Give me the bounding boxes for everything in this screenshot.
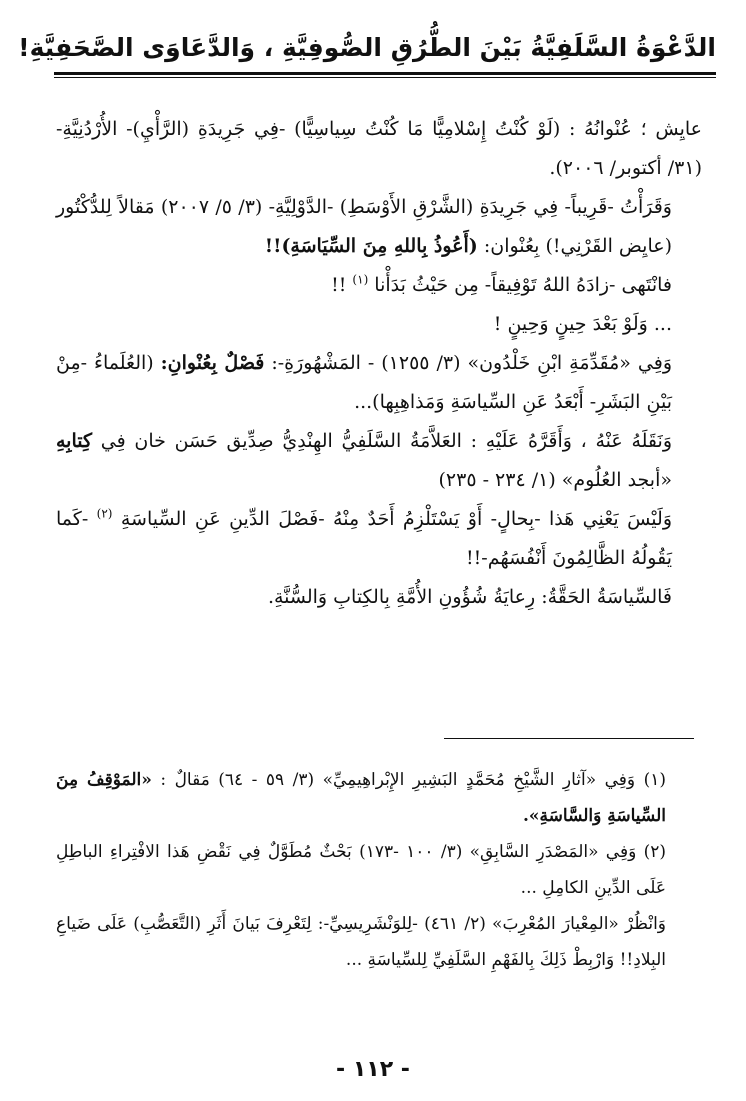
paragraph-3 bbox=[56, 266, 702, 305]
paragraph-6-text-end: «أبجد العُلُوم» (١/ ٢٣٤ - ٢٣٥) bbox=[438, 469, 672, 491]
header-title: الدَّعْوَةُ السَّلَفِيَّةُ بَيْنَ الطُّرُقِ الصُّوفِيَّةِ ، وَالدَّعَاوَى الصَّحَفِيَّةِ! bbox=[18, 33, 716, 62]
paragraph-3-text-end: !! bbox=[331, 274, 353, 296]
paragraph-3-text: فانْتَهى -زادَهُ اللهُ تَوْفِيقاً- مِن حَيْثُ بَدَأْنا bbox=[374, 274, 672, 296]
footnote-1-text: (١) وَفِي «آثارِ الشَّيْخِ مُحَمَّدٍ البَشِيرِ الإِبْراهِيمِيِّ» (٣/ ٥٩ - ٦٤) مَقالٌ : bbox=[151, 770, 666, 790]
header-rule-thin bbox=[54, 77, 716, 78]
footnote-ref-2: (٢) bbox=[96, 506, 113, 521]
paragraph-2 bbox=[56, 188, 702, 266]
footnotes bbox=[56, 762, 696, 978]
paragraph-6-bold-title: كِتابِهِ bbox=[56, 430, 93, 452]
paragraph-8 bbox=[56, 578, 702, 617]
footnote-3-text: وَانْظُرْ «المِعْيارَ المُعْرِبَ» (٢/ ٤٦١) -لِلوَنْشَرِيسِيِّ-: لِتَعْرِفَ بَيانَ أَثَرِ (التَّعَصُّبِ) عَلَى ضَياعِ البِلادِ!! وَارْبِطْ ذَلِكَ بِالفَهْمِ السَّلَفِيِّ لِلسِّياسَةِ ... bbox=[56, 914, 666, 970]
paragraph-7 bbox=[56, 500, 702, 578]
paragraph-1 bbox=[56, 110, 702, 188]
paragraph-7-text: وَلَيْسَ يَعْنِي هَذا -بِحالٍ- أَوْ يَسْتَلْزِمُ أَحَدٌ مِنْهُ -فَصْلَ الدِّينِ عَنِ السِّياسَةِ bbox=[120, 508, 672, 530]
page-number: - ١١٢ - bbox=[336, 1057, 410, 1082]
paragraph-2-text: وَقَرَأْتُ -قَرِيباً- فِي جَرِيدَةِ (الشَّرْقِ الأَوْسَطِ) -الدَّوْلِيَّةِ- (٣/ ٥/ ٢٠٠٧) مَقالاً لِلدُّكْتُور (عايِض القَرْنِي!) بِعُنْوان: bbox=[56, 196, 672, 257]
running-header bbox=[18, 30, 716, 74]
paragraph-7-text-end: -كَما يَقُولُهُ الظَّالِمُونَ أَنْفُسَهُم-!! bbox=[56, 508, 672, 569]
footnote-2 bbox=[56, 834, 696, 906]
paragraph-6-text: وَنَقَلَهُ عَنْهُ ، وَأَقَرَّهُ عَلَيْهِ : العَلاَّمَةُ السَّلَفِيُّ الهِنْدِيُّ صِدِّيق حَسَن خان فِي bbox=[92, 430, 672, 452]
paragraph-6 bbox=[56, 422, 702, 500]
footnote-3 bbox=[56, 906, 696, 978]
paragraph-1-text: عايِش ؛ عُنْوانُهُ : (لَوْ كُنْتُ إِسْلامِيًّا مَا كُنْتُ سِياسِيًّا) -فِي جَرِيدَةِ (الرَّأْيِ)- الأُرْدُنِيَّةِ- (٣١/ أكتوبر/ ٢٠٠٦). bbox=[56, 118, 702, 179]
paragraph-5-bold-title: فَصْلٌ بِعُنْوانِ: bbox=[160, 352, 265, 374]
paragraph-5 bbox=[56, 344, 702, 422]
paragraph-2-bold-title: (أَعُوذُ بِاللهِ مِنَ السِّيَاسَةِ)!! bbox=[264, 235, 478, 257]
paragraph-5-text: وَفِي «مُقَدِّمَةِ ابْنِ خَلْدُون» (٣/ ١٢٥٥) - المَشْهُورَةِ-: bbox=[264, 352, 672, 374]
paragraph-4 bbox=[56, 305, 702, 344]
footnote-1 bbox=[56, 762, 696, 834]
footnote-ref-1: (١) bbox=[352, 272, 369, 287]
footnote-separator bbox=[444, 738, 694, 739]
paragraph-5-text-end: (العُلَماءُ -مِنْ بَيْنِ البَشَرِ- أَبْعَدُ عَنِ السِّياسَةِ وَمَذاهِبِها)... bbox=[56, 352, 672, 413]
header-rule-thick bbox=[54, 72, 716, 75]
paragraph-8-text: فَالسِّياسَةُ الحَقَّةُ: رِعايَةُ شُؤُونِ الأُمَّةِ بِالكِتابِ وَالسُّنَّةِ. bbox=[267, 586, 672, 608]
footnote-2-text: (٢) وَفِي «المَصْدَرِ السَّابِقِ» (٣/ ١٠٠ -١٧٣) بَحْثٌ مُطَوَّلٌ فِي نَقْضِ هَذا الافْتِراءِ الباطِلِ عَلَى الدِّينِ الكامِلِ ... bbox=[56, 842, 667, 898]
footnote-1-bold-title: «المَوْقِفُ مِنَ السِّياسَةِ وَالسَّاسَةِ». bbox=[56, 770, 666, 826]
main-text bbox=[56, 110, 702, 617]
paragraph-4-text: ... وَلَوْ بَعْدَ حِينٍ وَحِينٍ ! bbox=[493, 313, 672, 335]
